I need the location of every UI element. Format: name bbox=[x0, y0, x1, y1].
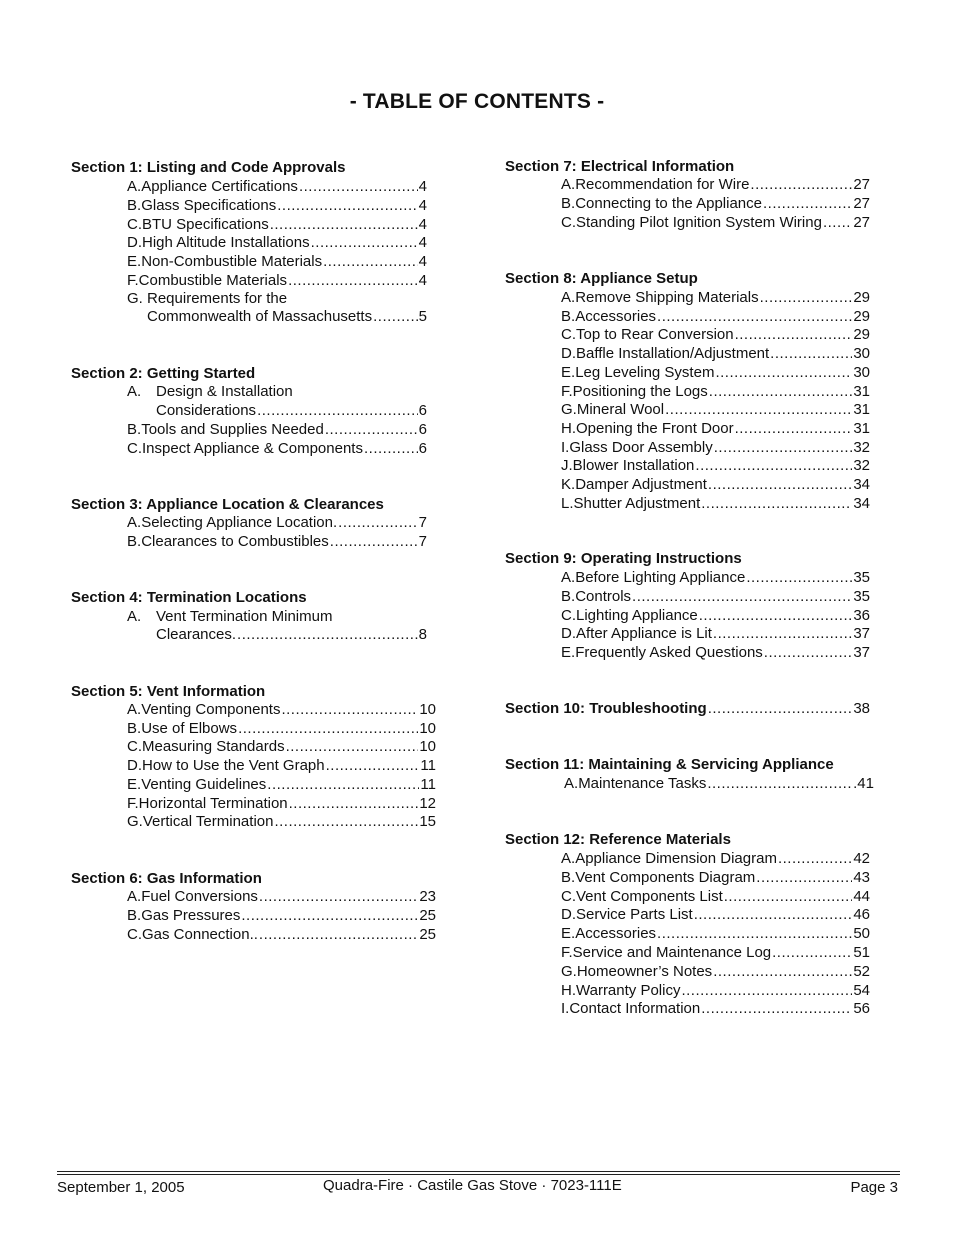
leader-dots bbox=[708, 700, 853, 718]
toc-entry[interactable] bbox=[561, 906, 870, 924]
entry-text: Positioning the Logs bbox=[572, 382, 708, 400]
entry-page: 29 bbox=[853, 326, 870, 344]
entry-page: 23 bbox=[419, 888, 436, 905]
section-12-heading[interactable]: Section 12: Reference Materials bbox=[505, 831, 731, 848]
leader-dots bbox=[778, 850, 852, 868]
entry-letter: I. bbox=[561, 1000, 570, 1018]
toc-entry[interactable] bbox=[561, 214, 870, 232]
toc-entry[interactable] bbox=[561, 420, 870, 438]
entry-text: Vent Components List bbox=[576, 887, 723, 905]
toc-entry-11a[interactable] bbox=[564, 775, 874, 793]
leader-dots bbox=[772, 944, 852, 962]
leader-dots bbox=[735, 326, 853, 344]
toc-entry[interactable] bbox=[127, 533, 427, 551]
entry-text: Lighting Appliance bbox=[576, 606, 698, 624]
toc-entry[interactable] bbox=[561, 364, 870, 382]
leader-dots bbox=[281, 701, 418, 719]
entry-page: 34 bbox=[853, 476, 870, 493]
entry-letter: L. bbox=[561, 494, 574, 512]
entry-text: Selecting Appliance Location. bbox=[141, 514, 338, 531]
page-title: - TABLE OF CONTENTS - bbox=[349, 90, 605, 113]
leader-dots bbox=[713, 625, 852, 643]
entry-letter: G. bbox=[561, 962, 577, 980]
entry-page: 38 bbox=[853, 700, 870, 717]
entry-letter: F. bbox=[127, 272, 139, 289]
leader-dots bbox=[763, 195, 852, 213]
entry-page: 4 bbox=[418, 215, 427, 233]
entry-letter: B. bbox=[127, 421, 142, 438]
leader-dots bbox=[665, 401, 852, 419]
entry-page: 4 bbox=[418, 234, 427, 252]
entry-page: 30 bbox=[853, 363, 870, 381]
leader-dots bbox=[750, 176, 852, 194]
toc-entry[interactable] bbox=[127, 720, 436, 738]
toc-entry[interactable] bbox=[127, 813, 436, 831]
entry-letter: G. bbox=[561, 401, 577, 419]
leader-dots bbox=[695, 457, 852, 475]
entry-page: 44 bbox=[853, 887, 870, 905]
entry-text: BTU Specifications bbox=[142, 215, 269, 233]
entry-page: 37 bbox=[853, 625, 870, 643]
entry-page: 35 bbox=[853, 587, 870, 605]
entry-text: Tools and Supplies Needed bbox=[141, 421, 324, 438]
entry-page: 10 bbox=[419, 701, 436, 718]
leader-dots bbox=[632, 588, 852, 606]
toc-entry[interactable] bbox=[561, 289, 870, 307]
toc-entry[interactable] bbox=[127, 701, 436, 719]
entry-text: Mineral Wool bbox=[576, 401, 665, 419]
entry-page: 56 bbox=[853, 1000, 870, 1018]
leader-dots bbox=[289, 795, 419, 813]
entry-letter: A. bbox=[561, 569, 576, 586]
leader-dots bbox=[257, 402, 418, 420]
toc-entry[interactable] bbox=[561, 644, 870, 662]
entry-text: Blower Installation bbox=[572, 457, 695, 475]
section-4-heading[interactable]: Section 4: Termination Locations bbox=[71, 589, 307, 606]
entry-letter: E. bbox=[561, 363, 576, 381]
entry-letter: B. bbox=[561, 307, 576, 325]
entry-letter: D. bbox=[561, 345, 576, 363]
entry-text: Homeowner’s Notes bbox=[576, 962, 713, 980]
entry-text: Damper Adjustment bbox=[575, 476, 707, 493]
entry-page: 27 bbox=[853, 214, 870, 231]
entry-page: 4 bbox=[418, 196, 427, 214]
entry-letter: K. bbox=[561, 476, 576, 493]
toc-entry[interactable] bbox=[561, 1000, 870, 1018]
entry-text: Connecting to the Appliance bbox=[575, 195, 762, 212]
entry-text: Design & Installation bbox=[156, 383, 293, 400]
entry-text: Inspect Appliance & Components bbox=[142, 439, 363, 457]
leader-dots bbox=[364, 440, 418, 458]
entry-letter: B. bbox=[561, 587, 576, 605]
leader-dots bbox=[770, 345, 852, 363]
entry-text: Controls bbox=[575, 587, 632, 605]
toc-entry[interactable] bbox=[127, 234, 427, 252]
leader-dots bbox=[323, 253, 418, 271]
toc-entry[interactable] bbox=[127, 272, 427, 290]
footer-rule bbox=[57, 1174, 900, 1175]
entry-letter: A. bbox=[561, 850, 576, 867]
entry-page: 6 bbox=[418, 421, 427, 438]
entry-page: 31 bbox=[853, 382, 870, 400]
entry-page: 25 bbox=[419, 906, 436, 924]
entry-letter: F. bbox=[127, 794, 139, 812]
entry-page: 37 bbox=[853, 644, 870, 662]
entry-letter: E. bbox=[127, 253, 142, 271]
entry-page: 4 bbox=[418, 178, 427, 195]
leader-dots bbox=[681, 982, 852, 1000]
entry-page: 11 bbox=[420, 775, 436, 793]
entry-text: Recommendation for Wire bbox=[575, 176, 750, 193]
toc-entry-4a-line1[interactable] bbox=[127, 608, 332, 626]
entry-page: 29 bbox=[853, 289, 870, 306]
toc-entry[interactable] bbox=[561, 607, 870, 625]
toc-entry[interactable] bbox=[561, 195, 870, 213]
toc-entry[interactable] bbox=[561, 888, 870, 906]
toc-entry-2a-line1[interactable] bbox=[127, 383, 293, 401]
entry-page: 31 bbox=[853, 401, 870, 419]
entry-page: 6 bbox=[418, 439, 427, 457]
entry-text: How to Use the Vent Graph bbox=[142, 757, 325, 775]
entry-letter: E. bbox=[561, 925, 576, 943]
entry-text: Accessories bbox=[575, 307, 657, 325]
entry-text: Clearances to Combustibles bbox=[141, 533, 329, 550]
entry-page: 11 bbox=[420, 757, 436, 775]
toc-entry[interactable] bbox=[127, 421, 427, 439]
footer-document-title: Quadra-Fire · Castile Gas Stove · 7023-111E bbox=[323, 1177, 622, 1194]
entry-page: 29 bbox=[853, 307, 870, 325]
leader-dots bbox=[707, 775, 852, 793]
entry-page: .41 bbox=[853, 775, 874, 792]
entry-text: Warranty Policy bbox=[576, 981, 681, 999]
entry-letter: C. bbox=[127, 738, 142, 756]
toc-entry[interactable] bbox=[561, 457, 870, 475]
entry-letter: D. bbox=[561, 625, 576, 643]
entry-letter: B. bbox=[127, 906, 142, 924]
toc-entry[interactable] bbox=[561, 588, 870, 606]
leader-dots bbox=[701, 1000, 852, 1018]
toc-entry[interactable] bbox=[561, 176, 870, 194]
entry-text: Vertical Termination bbox=[142, 813, 274, 831]
entry-letter: A. bbox=[561, 289, 576, 306]
toc-entry-1g[interactable] bbox=[147, 308, 427, 326]
entry-letter: C. bbox=[561, 214, 576, 231]
entry-text: After Appliance is Lit bbox=[576, 625, 712, 643]
entry-text: Glass Door Assembly bbox=[569, 438, 713, 456]
toc-entry[interactable] bbox=[127, 757, 436, 775]
toc-entry[interactable] bbox=[127, 795, 436, 813]
toc-entry-2a[interactable] bbox=[156, 402, 427, 420]
entry-text: Opening the Front Door bbox=[576, 419, 734, 437]
leader-dots bbox=[330, 533, 418, 551]
leader-dots bbox=[708, 476, 852, 494]
toc-entry[interactable] bbox=[561, 439, 870, 457]
entry-text: Appliance Certifications bbox=[141, 178, 298, 195]
toc-entry[interactable] bbox=[127, 776, 436, 794]
leader-dots bbox=[713, 963, 852, 981]
entry-page: 25 bbox=[419, 925, 436, 943]
entry-letter: A. bbox=[127, 383, 142, 400]
entry-page: 31 bbox=[853, 419, 870, 437]
entry-text: Contact Information bbox=[569, 1000, 701, 1018]
entry-letter: G. bbox=[127, 813, 143, 831]
entry-text: Combustible Materials bbox=[138, 272, 288, 289]
entry-text: Section 10: Troubleshooting bbox=[505, 700, 707, 717]
entry-text: Clearances. bbox=[156, 626, 237, 643]
entry-letter: A. bbox=[127, 178, 142, 195]
toc-entry-4a[interactable] bbox=[156, 626, 427, 644]
entry-page: 6 bbox=[418, 402, 427, 419]
leader-dots bbox=[764, 644, 853, 662]
entry-page: 4 bbox=[418, 272, 427, 289]
section-1-heading[interactable]: Section 1: Listing and Code Approvals bbox=[71, 159, 346, 176]
entry-page: 50 bbox=[853, 925, 870, 943]
section-2-heading[interactable]: Section 2: Getting Started bbox=[71, 365, 256, 382]
entry-text: Venting Guidelines bbox=[141, 775, 267, 793]
toc-entry[interactable] bbox=[127, 216, 427, 234]
leader-dots bbox=[259, 888, 418, 906]
entry-page: 35 bbox=[853, 569, 870, 586]
leader-dots bbox=[338, 514, 417, 532]
leader-dots bbox=[311, 234, 418, 252]
toc-entry-1g-line1[interactable]: G. Requirements for the bbox=[127, 290, 288, 307]
entry-page: 5 bbox=[418, 308, 427, 325]
entry-page: 10 bbox=[419, 738, 436, 756]
toc-entry[interactable] bbox=[127, 888, 436, 906]
entry-text: Horizontal Termination bbox=[138, 794, 288, 812]
leader-dots bbox=[709, 383, 853, 401]
entry-page: 32 bbox=[853, 438, 870, 456]
entry-text: High Altitude Installations bbox=[142, 234, 310, 252]
toc-entry[interactable] bbox=[561, 982, 870, 1000]
entry-text: Service Parts List bbox=[576, 906, 693, 924]
leader-dots bbox=[694, 906, 853, 924]
entry-letter: F. bbox=[561, 382, 573, 400]
toc-entry[interactable] bbox=[561, 326, 870, 344]
entry-text: Shutter Adjustment bbox=[573, 494, 701, 512]
leader-dots bbox=[277, 197, 417, 215]
entry-text: Maintenance Tasks bbox=[578, 775, 707, 792]
entry-letter: C. bbox=[127, 439, 142, 457]
section-6-heading[interactable]: Section 6: Gas Information bbox=[71, 870, 262, 887]
entry-text: Service and Maintenance Log bbox=[572, 944, 772, 961]
entry-letter: I. bbox=[561, 438, 570, 456]
leader-dots bbox=[715, 364, 852, 382]
leader-dots bbox=[756, 869, 852, 887]
leader-dots bbox=[657, 308, 852, 326]
leader-dots bbox=[238, 720, 418, 738]
entry-text: Before Lighting Appliance bbox=[575, 569, 746, 586]
entry-letter: B. bbox=[127, 719, 142, 737]
leader-dots bbox=[237, 626, 418, 644]
leader-dots bbox=[373, 308, 418, 326]
entry-page: 51 bbox=[853, 944, 870, 961]
toc-entry[interactable] bbox=[127, 514, 427, 532]
section-11-heading[interactable]: Section 11: Maintaining & Servicing Appliance bbox=[505, 756, 834, 773]
toc-entry[interactable] bbox=[561, 944, 870, 962]
toc-entry[interactable] bbox=[561, 345, 870, 363]
leader-dots bbox=[823, 214, 852, 232]
entry-text: Accessories bbox=[575, 925, 657, 943]
entry-letter: C. bbox=[127, 925, 142, 943]
entry-text: Commonwealth of Massachusetts bbox=[147, 308, 373, 325]
entry-page: 43 bbox=[853, 868, 870, 886]
toc-entry[interactable] bbox=[127, 178, 427, 196]
leader-dots bbox=[270, 216, 418, 234]
entry-page: 52 bbox=[853, 962, 870, 980]
leader-dots bbox=[699, 607, 853, 625]
leader-dots bbox=[288, 272, 418, 290]
entry-letter: D. bbox=[127, 234, 142, 252]
entry-page: 15 bbox=[419, 813, 436, 831]
entry-text: Gas Pressures bbox=[141, 906, 241, 924]
entry-text: Measuring Standards bbox=[142, 738, 285, 756]
toc-entry[interactable] bbox=[561, 401, 870, 419]
toc-entry[interactable] bbox=[561, 869, 870, 887]
entry-letter: D. bbox=[127, 757, 142, 775]
toc-entry[interactable] bbox=[561, 308, 870, 326]
toc-entry[interactable] bbox=[561, 625, 870, 643]
toc-entry[interactable] bbox=[127, 926, 436, 944]
leader-dots bbox=[299, 178, 418, 196]
leader-dots bbox=[701, 495, 852, 513]
entry-text: Leg Leveling System bbox=[575, 363, 715, 381]
entry-text: Remove Shipping Materials bbox=[575, 289, 759, 306]
toc-entry[interactable] bbox=[127, 738, 436, 756]
entry-page: 34 bbox=[853, 494, 870, 512]
entry-letter: B. bbox=[561, 195, 576, 212]
entry-letter: C. bbox=[561, 887, 576, 905]
toc-entry[interactable] bbox=[127, 907, 436, 925]
entry-text: Fuel Conversions bbox=[141, 888, 258, 905]
leader-dots bbox=[274, 813, 418, 831]
leader-dots bbox=[326, 757, 420, 775]
entry-text: Appliance Dimension Diagram bbox=[575, 850, 777, 867]
entry-letter: A. bbox=[127, 888, 142, 905]
footer-page-number: Page 3 bbox=[850, 1179, 898, 1196]
entry-letter: A. bbox=[561, 176, 576, 193]
entry-page: 8 bbox=[418, 626, 427, 643]
toc-entry[interactable] bbox=[561, 476, 870, 494]
entry-page: 32 bbox=[853, 457, 870, 475]
entry-page: 54 bbox=[853, 981, 870, 999]
section-3-heading[interactable]: Section 3: Appliance Location & Clearances bbox=[71, 496, 384, 513]
leader-dots bbox=[657, 925, 852, 943]
entry-letter: A. bbox=[127, 514, 142, 531]
entry-text: Vent Components Diagram bbox=[575, 868, 756, 886]
entry-letter: E. bbox=[561, 644, 576, 662]
leader-dots bbox=[760, 289, 853, 307]
toc-entry[interactable] bbox=[561, 495, 870, 513]
toc-entry[interactable] bbox=[561, 569, 870, 587]
leader-dots bbox=[286, 738, 419, 756]
entry-text: Standing Pilot Ignition System Wiring bbox=[576, 214, 822, 231]
entry-letter: D. bbox=[561, 906, 576, 924]
entry-text: Baffle Installation/Adjustment bbox=[576, 345, 770, 363]
entry-letter: B. bbox=[127, 196, 142, 214]
entry-letter: C. bbox=[561, 326, 576, 344]
entry-letter: A. bbox=[564, 775, 579, 792]
entry-text: Top to Rear Conversion bbox=[576, 326, 734, 344]
entry-letter: A. bbox=[127, 608, 142, 625]
entry-text: Frequently Asked Questions bbox=[575, 644, 763, 662]
entry-text: Vent Termination Minimum bbox=[156, 608, 333, 625]
leader-dots bbox=[267, 776, 419, 794]
section-7-heading[interactable]: Section 7: Electrical Information bbox=[505, 158, 735, 175]
entry-letter: J. bbox=[561, 457, 573, 475]
leader-dots bbox=[241, 907, 418, 925]
entry-page: 36 bbox=[853, 606, 870, 624]
entry-text: Gas Connection.. bbox=[142, 925, 258, 943]
footer-rule bbox=[57, 1171, 900, 1172]
leader-dots bbox=[746, 569, 852, 587]
toc-entry[interactable] bbox=[127, 197, 427, 215]
entry-page: 27 bbox=[853, 195, 870, 212]
section-9-heading[interactable]: Section 9: Operating Instructions bbox=[505, 550, 742, 567]
entry-letter: B. bbox=[561, 868, 576, 886]
entry-letter: C. bbox=[127, 215, 142, 233]
entry-page: 30 bbox=[853, 345, 870, 363]
toc-entry[interactable] bbox=[561, 963, 870, 981]
leader-dots bbox=[259, 926, 418, 944]
leader-dots bbox=[325, 421, 418, 439]
section-10-heading[interactable] bbox=[505, 700, 870, 718]
leader-dots bbox=[714, 439, 853, 457]
entry-page: 42 bbox=[853, 850, 870, 867]
section-5-heading[interactable]: Section 5: Vent Information bbox=[71, 683, 266, 700]
toc-entry[interactable] bbox=[561, 850, 870, 868]
entry-letter: E. bbox=[127, 775, 142, 793]
section-8-heading[interactable]: Section 8: Appliance Setup bbox=[505, 270, 698, 287]
entry-letter: B. bbox=[127, 533, 142, 550]
leader-dots bbox=[735, 420, 853, 438]
entry-letter: H. bbox=[561, 419, 576, 437]
entry-page: 10 bbox=[419, 719, 436, 737]
entry-letter: H. bbox=[561, 981, 576, 999]
entry-text: Considerations bbox=[156, 402, 257, 419]
toc-entry[interactable] bbox=[127, 253, 427, 271]
entry-page: 12 bbox=[419, 794, 436, 812]
entry-page: 46 bbox=[853, 906, 870, 924]
entry-page: 4 bbox=[418, 253, 427, 271]
entry-text: Use of Elbows bbox=[141, 719, 238, 737]
entry-text: Non-Combustible Materials bbox=[141, 253, 323, 271]
entry-letter: F. bbox=[561, 944, 573, 961]
footer-date: September 1, 2005 bbox=[57, 1179, 185, 1196]
toc-entry[interactable] bbox=[127, 440, 427, 458]
toc-entry[interactable] bbox=[561, 383, 870, 401]
leader-dots bbox=[724, 888, 853, 906]
toc-entry[interactable] bbox=[561, 925, 870, 943]
entry-letter: C. bbox=[561, 606, 576, 624]
entry-letter: A. bbox=[127, 701, 142, 718]
entry-page: 7 bbox=[418, 533, 427, 550]
entry-page: 27 bbox=[853, 176, 870, 193]
entry-text: Venting Components bbox=[141, 701, 281, 718]
entry-text: Glass Specifications bbox=[141, 196, 277, 214]
entry-page: 7 bbox=[418, 514, 427, 531]
